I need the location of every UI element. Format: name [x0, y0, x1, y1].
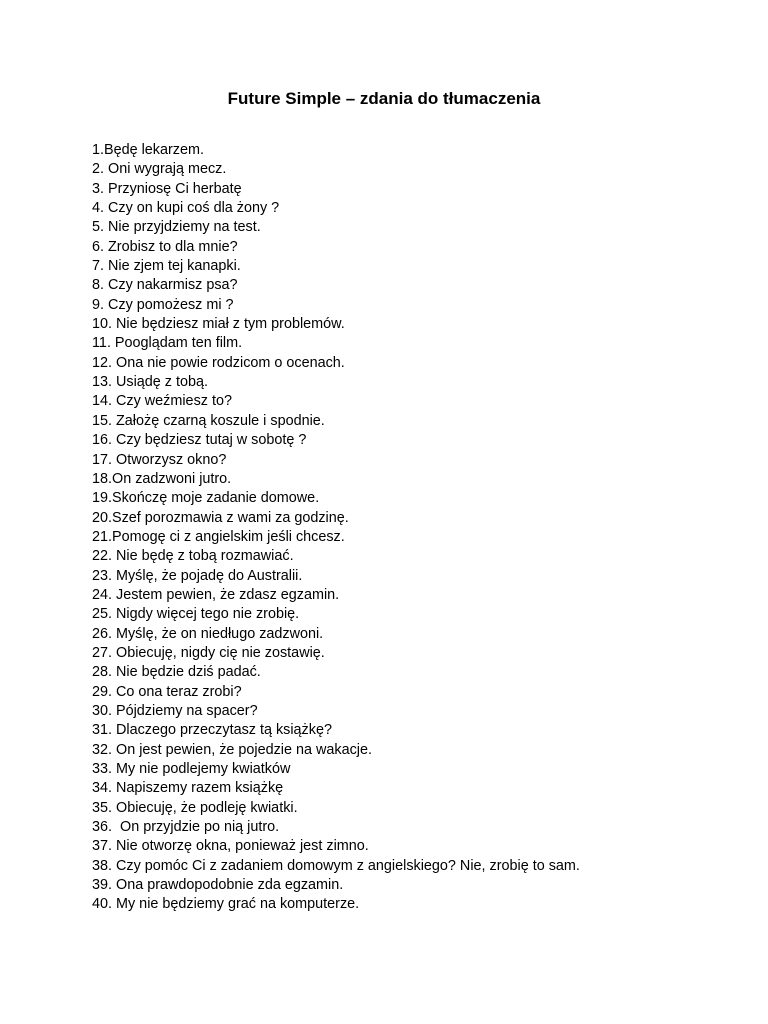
sentence-item: 17. Otworzysz okno? — [92, 451, 227, 468]
sentence-item: 23. Myślę, że pojadę do Australii. — [92, 567, 303, 584]
sentence-item: 22. Nie będę z tobą rozmawiać. — [92, 548, 294, 565]
sentence-item: 34. Napiszemy razem książkę — [92, 780, 284, 797]
sentence-item: 37. Nie otworzę okna, ponieważ jest zimno. — [92, 838, 369, 855]
sentence-item: 26. Myślę, że on niedługo zadzwoni. — [92, 625, 324, 642]
sentence-item: 2. Oni wygrają mecz. — [92, 161, 227, 178]
sentence-item: 11. Pooglądam ten film. — [92, 335, 243, 352]
sentence-item: 13. Usiądę z tobą. — [92, 374, 208, 391]
sentence-item: 35. Obiecuję, że podleję kwiatki. — [92, 799, 298, 816]
sentence-item: 18.On zadzwoni jutro. — [92, 470, 232, 487]
sentence-item: 16. Czy będziesz tutaj w sobotę ? — [92, 432, 307, 449]
sentence-item: 25. Nigdy więcej tego nie zrobię. — [92, 606, 300, 623]
sentence-item: 4. Czy on kupi coś dla żony ? — [92, 200, 280, 217]
sentence-item: 29. Co ona teraz zrobi? — [92, 683, 242, 700]
sentence-item: 36. On przyjdzie po nią jutro. — [92, 819, 280, 836]
sentence-item: 14. Czy weźmiesz to? — [92, 393, 232, 410]
sentence-item: 28. Nie będzie dziś padać. — [92, 664, 261, 681]
sentence-item: 15. Założę czarną koszule i spodnie. — [92, 412, 325, 429]
sentence-item: 7. Nie zjem tej kanapki. — [92, 258, 241, 275]
sentence-item: 8. Czy nakarmisz psa? — [92, 277, 238, 294]
sentence-item: 32. On jest pewien, że pojedzie na wakacje. — [92, 741, 372, 758]
sentence-item: 3. Przyniosę Ci herbatę — [92, 180, 242, 197]
document-title: Future Simple – zdania do tłumaczenia — [227, 89, 541, 108]
sentence-item: 9. Czy pomożesz mi ? — [92, 296, 234, 313]
sentence-item: 39. Ona prawdopodobnie zda egzamin. — [92, 877, 344, 894]
sentence-item: 20.Szef porozmawia z wami za godzinę. — [92, 509, 349, 526]
sentence-item: 24. Jestem pewien, że zdasz egzamin. — [92, 586, 340, 603]
sentence-item: 1.Będę lekarzem. — [92, 142, 204, 158]
sentence-item: 5. Nie przyjdziemy na test. — [92, 219, 261, 236]
sentence-item: 6. Zrobisz to dla mnie? — [92, 238, 238, 255]
sentence-list — [92, 141, 732, 915]
sentence-item: 10. Nie będziesz miał z tym problemów. — [92, 316, 345, 333]
sentence-item: 38. Czy pomóc Ci z zadaniem domowym z angielskiego? Nie, zrobię to sam. — [92, 857, 580, 874]
sentence-item: 30. Pójdziemy na spacer? — [92, 702, 258, 719]
sentence-item: 19.Skończę moje zadanie domowe. — [92, 490, 320, 507]
sentence-item: 31. Dlaczego przeczytasz tą książkę? — [92, 722, 332, 739]
sentence-item: 21.Pomogę ci z angielskim jeśli chcesz. — [92, 528, 345, 545]
sentence-item: 40. My nie będziemy grać na komputerze. — [92, 896, 360, 913]
sentence-item: 12. Ona nie powie rodzicom o ocenach. — [92, 354, 345, 371]
sentence-item: 27. Obiecuję, nigdy cię nie zostawię. — [92, 644, 325, 661]
sentence-item: 33. My nie podlejemy kwiatków — [92, 761, 291, 777]
